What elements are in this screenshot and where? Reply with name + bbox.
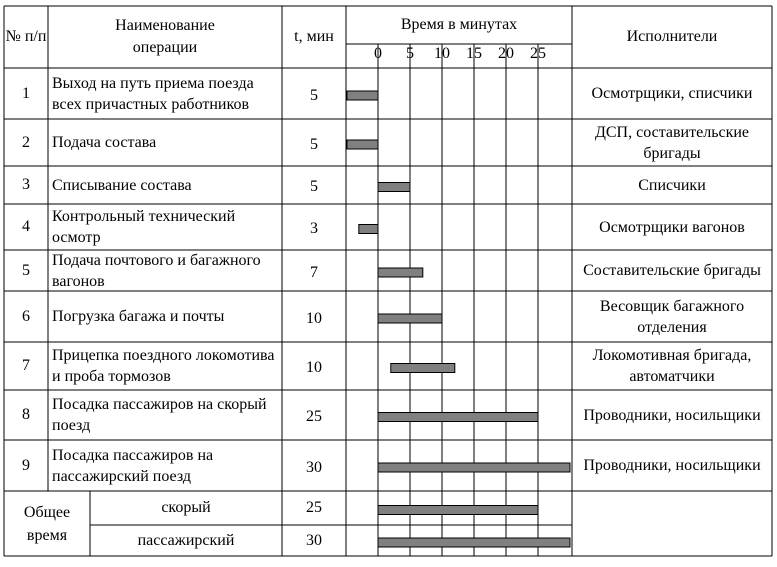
tick-label: 25 <box>530 45 546 62</box>
operation-duration: 25 <box>306 408 322 425</box>
operation-executors: Составительские бригады <box>583 262 761 279</box>
operation-duration: 10 <box>306 359 322 376</box>
operation-name: Прицепка поездного локомотива и проба тормозов <box>52 347 275 385</box>
operation-bar <box>347 91 378 100</box>
operation-duration: 10 <box>306 309 322 327</box>
operation-bar <box>347 140 378 149</box>
operation-bar <box>378 463 570 472</box>
operation-executors: Списчики <box>638 176 706 194</box>
total-duration: 25 <box>306 499 322 516</box>
total-train-type: скорый <box>161 499 211 516</box>
header-time-minutes: Время в минутах <box>400 16 518 33</box>
operation-bar <box>378 413 538 422</box>
header-number: № п/п <box>5 28 47 45</box>
operation-executors: ДСП, составительские бригады <box>594 123 750 162</box>
operation-name: Выход на путь приема поезда всех причастных работников <box>52 74 254 113</box>
operation-duration: 7 <box>310 263 318 281</box>
operation-name: Подача почтового и багажного вагонов <box>52 251 261 290</box>
total-train-type: пассажирский <box>137 531 235 549</box>
operation-executors: Проводники, носильщики <box>583 457 761 474</box>
operation-duration: 5 <box>310 135 318 153</box>
operation-executors: Осмотрщики, списчики <box>591 85 753 102</box>
operation-name: Погрузка багажа и почты <box>52 308 225 325</box>
tick-label: 20 <box>498 45 514 62</box>
operation-executors: Весовщик багажного отделения <box>599 297 745 336</box>
header-executors: Исполнители <box>626 28 718 45</box>
row-number: 9 <box>22 456 30 474</box>
row-number: 5 <box>22 261 30 279</box>
operation-executors: Осмотрщики вагонов <box>599 218 745 236</box>
operation-name: Посадка пассажиров на пассажирский поезд <box>52 446 214 485</box>
total-duration: 30 <box>306 531 322 549</box>
row-number: 6 <box>22 307 30 325</box>
tick-label: 10 <box>434 45 450 62</box>
operation-name: Посадка пассажиров на скорый поезд <box>52 396 267 434</box>
row-number: 3 <box>22 176 30 193</box>
operation-duration: 3 <box>310 220 318 237</box>
operation-name: Подача состава <box>52 134 157 151</box>
header-operation-name: Наименование операции <box>115 17 215 56</box>
tick-label: 15 <box>466 45 482 62</box>
operation-executors: Локомотивная бригада, автоматчики <box>592 347 752 385</box>
operation-executors: Проводники, носильщики <box>583 406 761 424</box>
operation-bar <box>378 183 410 192</box>
tick-label: 5 <box>406 45 414 62</box>
operation-bar <box>391 364 455 373</box>
row-number: 8 <box>22 406 30 423</box>
operation-duration: 30 <box>306 458 322 476</box>
operation-name: Контрольный технический осмотр <box>52 208 236 246</box>
operation-bar <box>378 268 423 277</box>
operation-bar <box>359 225 378 234</box>
total-bar <box>378 506 538 515</box>
total-time-label: Общее время <box>23 503 71 544</box>
row-number: 1 <box>22 84 30 102</box>
row-number: 7 <box>22 357 30 374</box>
operation-duration: 5 <box>310 86 318 104</box>
tick-label: 0 <box>374 45 382 62</box>
total-bar <box>378 538 570 547</box>
header-duration: t, мин <box>294 28 334 45</box>
row-number: 4 <box>22 218 30 235</box>
operation-bar <box>378 314 442 323</box>
row-number: 2 <box>22 133 30 151</box>
operation-name: Списывание состава <box>52 176 192 194</box>
operation-duration: 5 <box>310 178 318 195</box>
